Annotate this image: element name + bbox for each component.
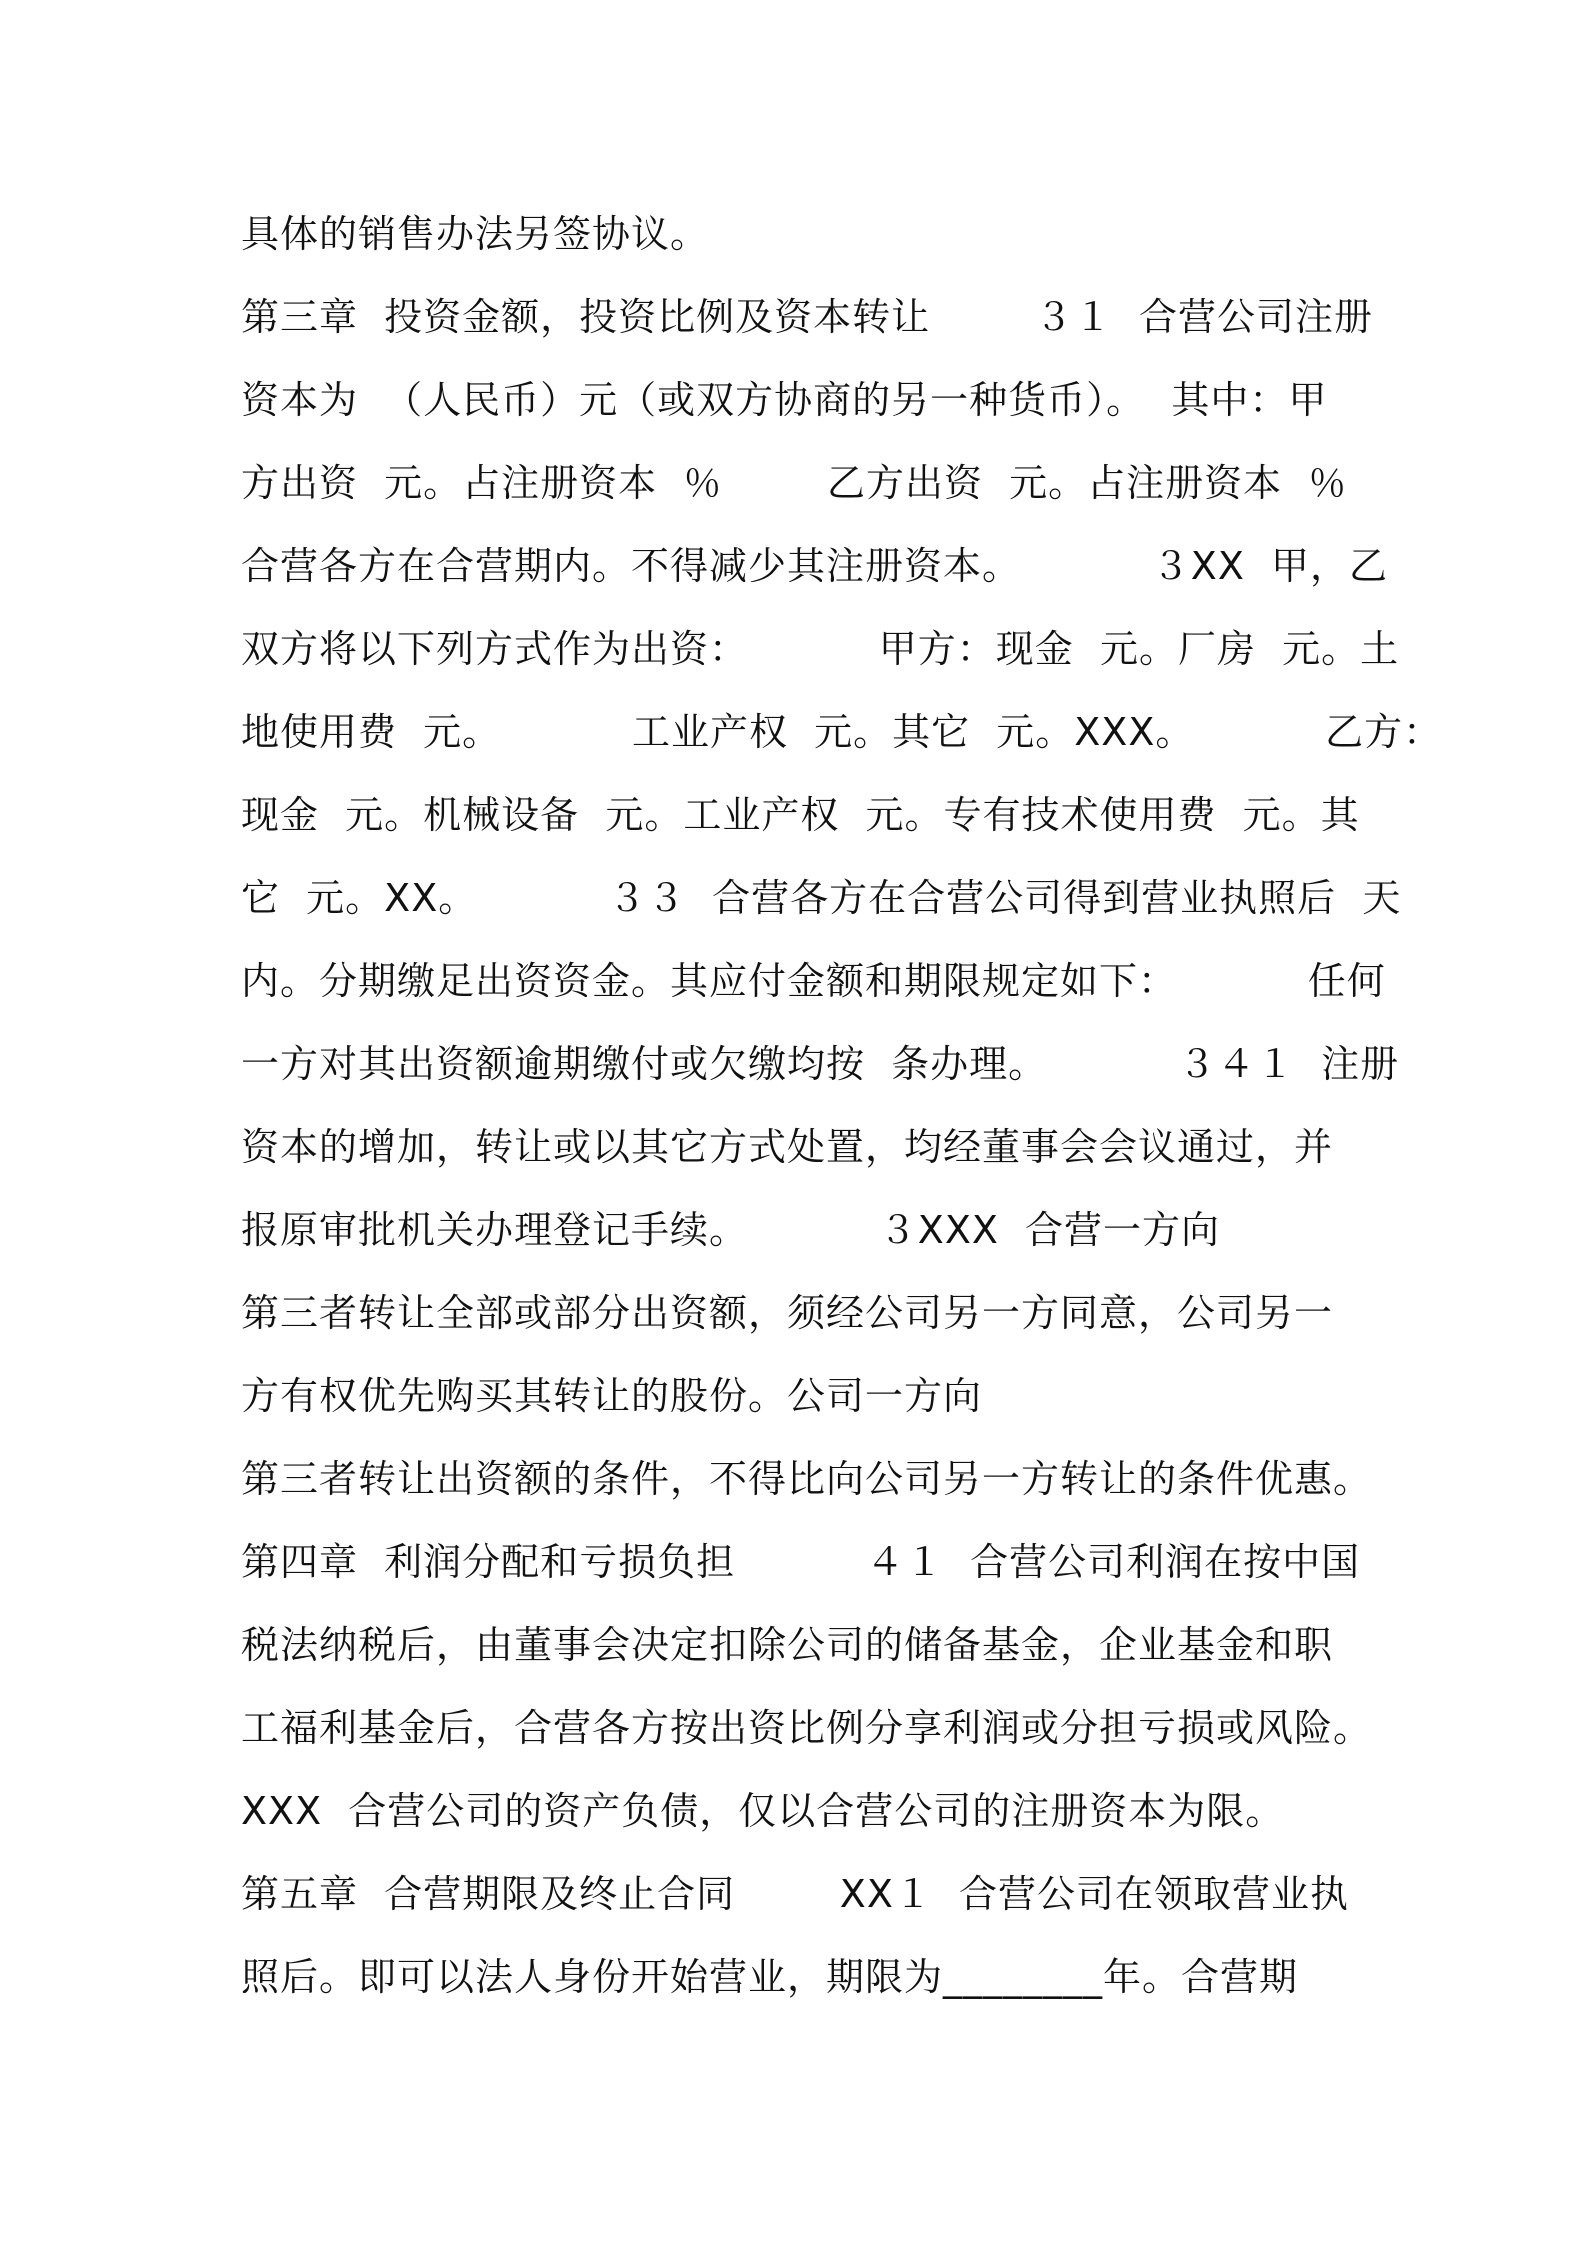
text-line-7: 地使用费 元。 工业产权 元。其它 元。XXX。 乙方： (241, 710, 1443, 754)
text-line-19: 工福利基金后，合营各方按出资比例分享利润或分担亏损或风险。 (241, 1706, 1373, 1750)
text-line-14: 第三者转让全部或部分出资额，须经公司另一方同意，公司另一 (241, 1291, 1334, 1335)
text-line-4: 方出资 元。占注册资本 ％ 乙方出资 元。占注册资本 ％ (241, 461, 1348, 505)
text-line-12: 资本的增加，转让或以其它方式处置，均经董事会会议通过，并 (241, 1125, 1334, 1169)
text-line-17: 第四章 利润分配和亏损负担 ４１ 合营公司利润在按中国 (241, 1540, 1361, 1584)
text-line-3: 资本为 （人民币）元（或双方协商的另一种货币）。 其中：甲 (241, 378, 1328, 422)
text-line-9: 它 元。XX。 ３３ 合营各方在合营公司得到营业执照后 天 (241, 876, 1402, 920)
text-line-5: 合营各方在合营期内。不得减少其注册资本。 ３XX 甲，乙 (241, 544, 1389, 588)
text-line-6: 双方将以下列方式作为出资： 甲方：现金 元。厂房 元。土 (241, 627, 1400, 671)
text-line-15: 方有权优先购买其转让的股份。公司一方向 (241, 1374, 983, 1418)
text-line-16: 第三者转让出资额的条件，不得比向公司另一方转让的条件优惠。 (241, 1457, 1373, 1501)
text-line-10: 内。分期缴足出资资金。其应付金额和期限规定如下： 任何 (241, 959, 1386, 1003)
contract-text (241, 193, 1443, 2019)
text-line-11: 一方对其出资额逾期缴付或欠缴均按 条办理。 ３４１ 注册 (241, 1042, 1400, 1086)
text-line-8: 现金 元。机械设备 元。工业产权 元。专有技术使用费 元。其 (241, 793, 1360, 837)
text-line-22: 照后。即可以法人身份开始营业，期限为________年。合营期 (241, 1955, 1299, 1999)
text-line-20: XXX 合营公司的资产负债，仅以合营公司的注册资本为限。 (241, 1789, 1285, 1833)
text-line-2: 第三章 投资金额，投资比例及资本转让 ３１ 合营公司注册 (241, 295, 1373, 339)
text-line-13: 报原审批机关办理登记手续。 ３XXX 合营一方向 (241, 1208, 1221, 1252)
text-line-18: 税法纳税后，由董事会决定扣除公司的储备基金，企业基金和职 (241, 1623, 1334, 1667)
text-line-1: 具体的销售办法另签协议。 (241, 212, 710, 256)
text-line-21: 第五章 合营期限及终止合同 XX１ 合营公司在领取营业执 (241, 1872, 1350, 1916)
